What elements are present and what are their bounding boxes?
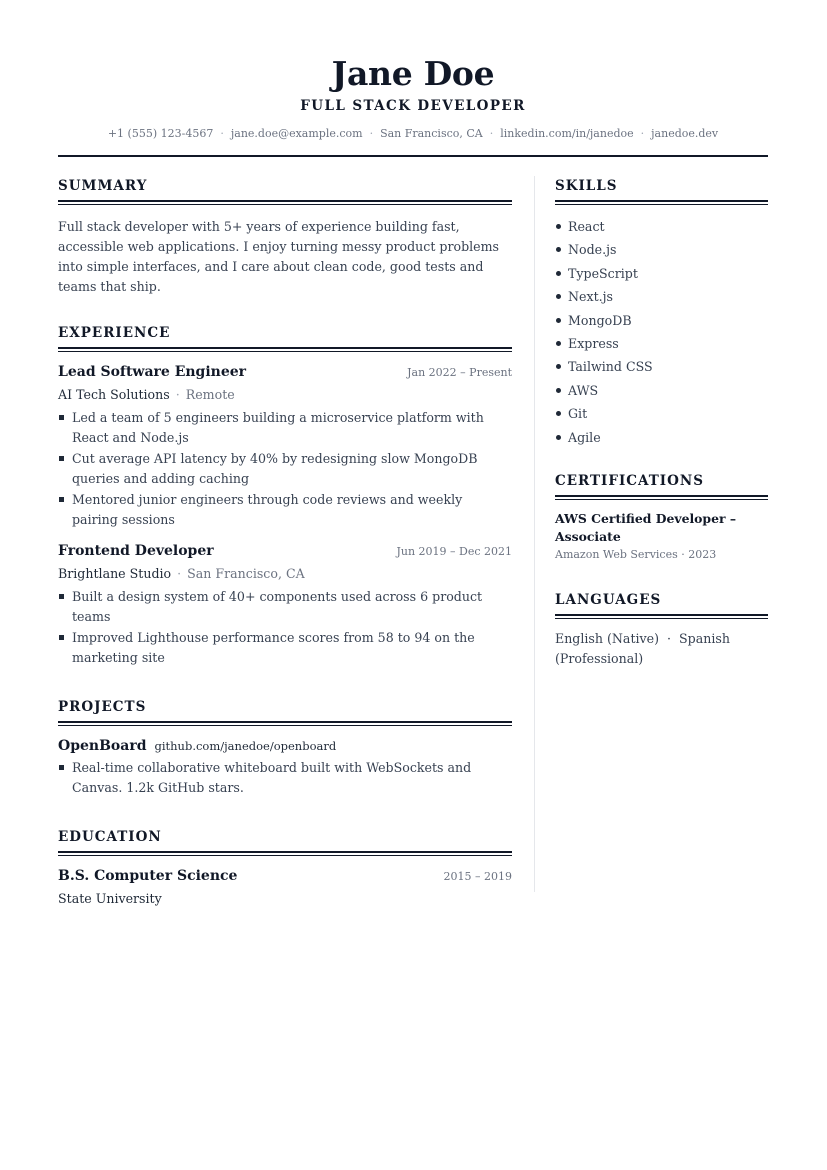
skill-item: Next.js xyxy=(555,285,768,308)
job-bullet: Cut average API latency by 40% by redesigning slow MongoDB queries and adding caching xyxy=(58,449,512,488)
certifications-section xyxy=(555,471,768,564)
header-divider xyxy=(58,155,768,157)
experience-section xyxy=(58,323,512,667)
skill-item: Tailwind CSS xyxy=(555,355,768,378)
job-location: Remote xyxy=(185,387,235,402)
summary-section xyxy=(58,176,512,297)
project-name: OpenBoard xyxy=(58,738,147,754)
education-date: 2015 – 2019 xyxy=(443,870,512,883)
projects-section xyxy=(58,697,512,797)
org-separator: · xyxy=(177,566,182,581)
project-link[interactable]: github.com/janedoe/openboard xyxy=(154,739,337,753)
job-location: San Francisco, CA xyxy=(187,566,305,581)
skill-item: TypeScript xyxy=(555,262,768,285)
section-title: PROJECTS xyxy=(58,699,147,715)
job-bullet: Mentored junior engineers through code reviews and weekly pairing sessions xyxy=(58,490,512,529)
section-rule xyxy=(58,347,512,352)
summary-text: Full stack developer with 5+ years of experience building fast, accessible web applications. I enjoy turning messy product problems into simple interfaces, and I care about clean code, good tests and teams that ship. xyxy=(58,219,500,294)
section-rule xyxy=(555,495,768,500)
column-divider xyxy=(534,176,535,892)
certification-entry xyxy=(555,510,768,564)
education-entry xyxy=(58,866,512,909)
contact-line xyxy=(58,126,768,142)
contact-separator: · xyxy=(369,127,374,140)
job-bullet: Built a design system of 40+ components used across 6 product teams xyxy=(58,587,512,626)
org-separator: · xyxy=(175,387,180,402)
section-title: EXPERIENCE xyxy=(58,325,171,341)
skill-item: AWS xyxy=(555,379,768,402)
job-company: AI Tech Solutions xyxy=(58,387,170,402)
skills-section xyxy=(555,176,768,449)
section-rule xyxy=(58,200,512,205)
skill-item: Agile xyxy=(555,426,768,449)
languages-section xyxy=(555,590,768,669)
section-title: SKILLS xyxy=(555,178,618,194)
school-name: State University xyxy=(58,891,162,906)
job-bullet: Led a team of 5 engineers building a microservice platform with React and Node.js xyxy=(58,408,512,447)
contact-email[interactable]: jane.doe@example.com xyxy=(230,127,363,140)
skill-item: Node.js xyxy=(555,238,768,261)
section-rule xyxy=(555,614,768,619)
skill-item: React xyxy=(555,215,768,238)
contact-website[interactable]: janedoe.dev xyxy=(651,127,719,140)
section-title: CERTIFICATIONS xyxy=(555,473,704,490)
job-date: Jan 2022 – Present xyxy=(407,366,512,379)
job-bullet: Improved Lighthouse performance scores from 58 to 94 on the marketing site xyxy=(58,628,512,667)
certification-name: AWS Certified Developer – Associate xyxy=(555,511,737,545)
section-rule xyxy=(58,851,512,856)
skill-item: MongoDB xyxy=(555,309,768,332)
main-column xyxy=(58,176,512,909)
project-entry xyxy=(58,736,512,797)
section-rule xyxy=(58,721,512,726)
candidate-role: FULL STACK DEVELOPER xyxy=(300,98,526,114)
project-bullet: Real-time collaborative whiteboard built with WebSockets and Canvas. 1.2k GitHub stars. xyxy=(58,758,512,797)
section-title: EDUCATION xyxy=(58,829,162,845)
skill-item: Express xyxy=(555,332,768,355)
job-title: Frontend Developer xyxy=(58,543,214,559)
contact-linkedin[interactable]: linkedin.com/in/janedoe xyxy=(500,127,634,140)
contact-separator: · xyxy=(220,127,224,140)
contact-separator: · xyxy=(640,127,645,140)
contact-phone: +1 (555) 123-4567 xyxy=(107,127,214,140)
languages-text: English (Native) · Spanish (Professional) xyxy=(555,631,734,667)
job-company: Brightlane Studio xyxy=(58,566,172,581)
contact-separator: · xyxy=(489,127,494,140)
job-entry xyxy=(58,541,512,667)
education-section xyxy=(58,827,512,909)
job-date: Jun 2019 – Dec 2021 xyxy=(396,545,512,558)
job-title: Lead Software Engineer xyxy=(58,364,247,380)
section-title: SUMMARY xyxy=(58,178,148,194)
candidate-name: Jane Doe xyxy=(331,54,495,93)
section-title: LANGUAGES xyxy=(555,592,662,609)
degree-title: B.S. Computer Science xyxy=(58,868,238,884)
side-column xyxy=(555,176,768,669)
certification-issuer: Amazon Web Services · 2023 xyxy=(555,548,717,562)
section-rule xyxy=(555,200,768,205)
skill-item: Git xyxy=(555,402,768,425)
contact-location: San Francisco, CA xyxy=(380,127,483,140)
skills-list xyxy=(555,215,768,449)
job-entry xyxy=(58,362,512,529)
